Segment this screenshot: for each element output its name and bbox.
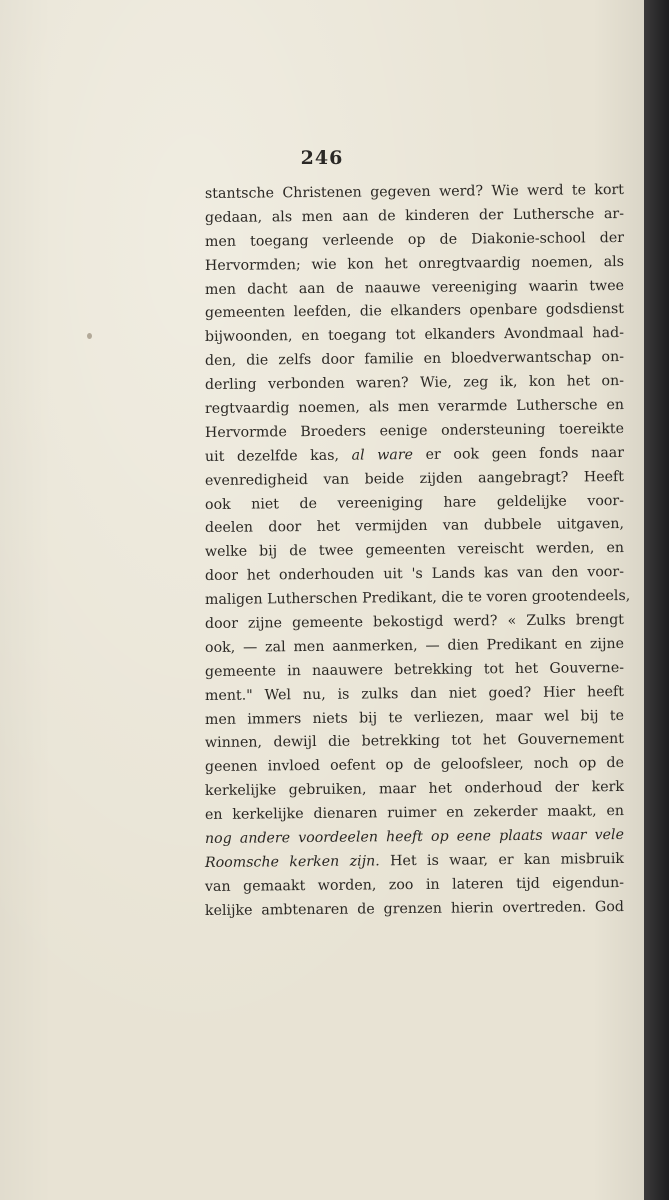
text-line: derling verbonden waren? Wie, zeg ik, kon het on- [204, 373, 625, 394]
body-text [204, 181, 631, 924]
text-line: deelen door het vermijden van dubbele uitgaven, [204, 516, 625, 537]
text-line: maligen Lutherschen Predikant, die te voren grootendeels, [204, 588, 631, 609]
text-line: ook, — zal men aanmerken, — dien Predikant en zijne [204, 635, 625, 656]
text-line: en kerkelijke dienaren ruimer en zekerder maakt, en [204, 803, 625, 824]
text-line: door het onderhouden uit 's Lands kas van den voor- [204, 564, 625, 585]
text-line: geenen invloed oefent op de geloofsleer, noch op de [204, 755, 625, 776]
text-line: den, die zelfs door familie en bloedverwantschap on- [204, 349, 625, 370]
text-line: welke bij de twee gemeenten vereischt werden, en [204, 540, 625, 561]
text-line: gedaan, als men aan de kinderen der Luthersche ar- [204, 205, 625, 226]
italic-phrase: Roomsche kerken zijn. [204, 853, 380, 871]
text-segment: er ook geen fonds naar [425, 444, 625, 463]
text-line: gemeente in naauwere betrekking tot het Gouverne- [204, 659, 625, 680]
text-line: ook niet de vereeniging hare geldelijke voor- [204, 492, 625, 513]
text-line: kelijke ambtenaren de grenzen hierin overtreden. God [204, 898, 625, 919]
text-line: Hervormde Broeders eenige ondersteuning toereikte [204, 420, 625, 441]
page-number: 246 [300, 147, 344, 169]
italic-phrase: nog andere voordeelen heeft op eene plaats waar vele [204, 827, 625, 848]
scan-border [644, 0, 669, 1200]
text-segment: Het is waar, er kan misbruik [390, 850, 625, 870]
text-line: van gemaakt worden, zoo in lateren tijd eigendun- [204, 874, 625, 895]
text-segment: uit dezelfde kas, [204, 447, 340, 465]
text-line: door zijne gemeente bekostigd werd? « Zulks brengt [204, 612, 625, 633]
text-line: kerkelijke gebruiken, maar het onderhoud der kerk [204, 779, 625, 800]
text-line: regtvaardig noemen, als men verarmde Luthersche en [204, 396, 625, 418]
text-line: evenredigheid van beide zijden aangebragt? Heeft [204, 468, 625, 489]
text-line: bijwoonden, en toegang tot elkanders Avondmaal had- [204, 325, 625, 346]
text-line: gemeenten leefden, die elkanders openbare godsdienst [204, 301, 625, 322]
text-line: men dacht aan de naauwe vereeniging waarin twee [204, 277, 625, 298]
text-line: ment." Wel nu, is zulks dan niet goed? Hier heeft [204, 683, 625, 704]
paper-stain [87, 333, 92, 339]
text-line: Hervormden; wie kon het onregtvaardig noemen, als [204, 253, 625, 274]
text-line: men toegang verleende op de Diakonie-school der [204, 229, 625, 250]
text-line [205, 442, 624, 470]
text-line: men immers niets bij te verliezen, maar wel bij te [204, 707, 625, 728]
text-line: winnen, dewijl die betrekking tot het Gouvernement [204, 731, 625, 752]
italic-phrase: al ware [351, 446, 414, 464]
text-line: stantsche Christenen gegeven werd? Wie werd te kort [204, 181, 625, 202]
